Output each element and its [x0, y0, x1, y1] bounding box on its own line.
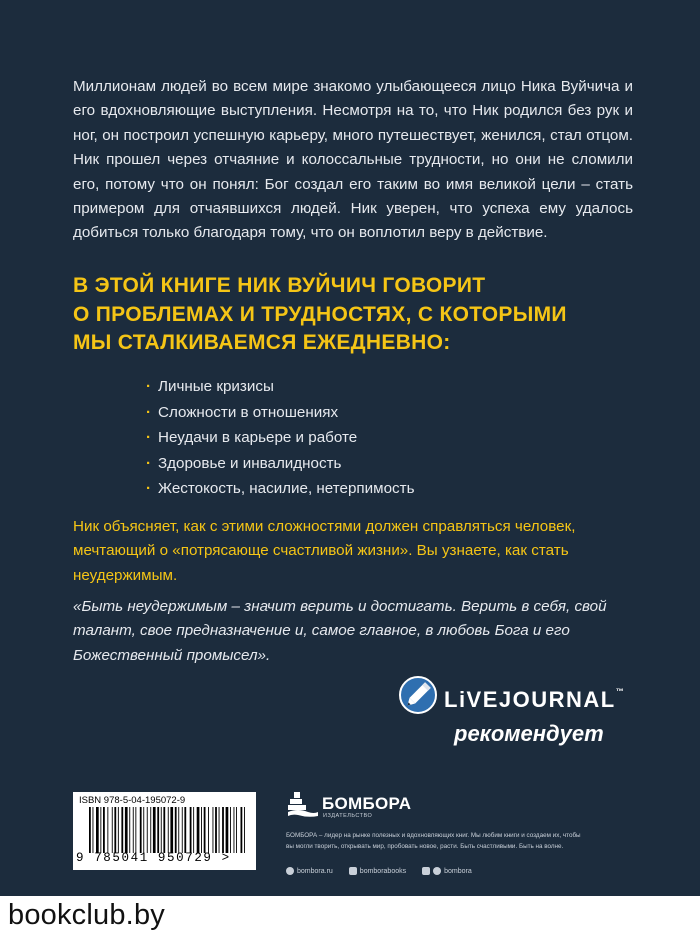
publisher-socials [286, 867, 472, 875]
barcode-bar [114, 807, 116, 853]
quote-paragraph: «Быть неудержимым – значит верить и достигать. Верить в себя, свой талант, свое предназначение и, самое главное, в любовь Бога и его Божественный промысел». [73, 598, 607, 664]
barcode-bar [182, 807, 183, 853]
bullet-marker: · [146, 403, 152, 421]
barcode-bar [96, 807, 99, 853]
isbn-digits: 9 785041 950729 > [76, 851, 231, 865]
barcode-bar [175, 807, 177, 853]
list-item-text: Жестокость, насилие, нетерпимость [158, 480, 415, 498]
topics-list [146, 374, 414, 502]
barcode [87, 807, 247, 853]
publisher-description: БОМБОРА – лидер на рынке полезных и вдохновляющих книг. Мы любим книги и создаем их, чтобы вы могли творить, открывать мир, пробовать новое, расти. Быть счастливыми. Быть на волне. [286, 832, 581, 850]
social-video [422, 867, 472, 875]
bullet-marker: · [146, 480, 152, 498]
list-item [146, 400, 414, 426]
bullet-marker: · [146, 429, 152, 447]
list-item-text: Сложности в отношениях [158, 403, 339, 421]
barcode-bar [193, 807, 194, 853]
barcode-bar [215, 807, 217, 853]
barcode-bar [244, 807, 245, 853]
list-item-text: Здоровье и инвалидность [158, 454, 342, 472]
youtube-icon [422, 867, 430, 875]
barcode-bar [236, 807, 237, 853]
publisher-block [286, 790, 586, 890]
recommends-label: рекомендует [454, 721, 604, 746]
list-item [146, 476, 414, 502]
barcode-bar [118, 807, 119, 853]
livejournal-pencil-icon [398, 675, 438, 715]
publisher-subtitle: ИЗДАТЕЛЬСТВО [323, 813, 373, 819]
barcode-bar [143, 807, 144, 853]
social-label: bombora [444, 867, 472, 875]
barcode-bar [112, 807, 113, 853]
bullet-marker: · [146, 454, 152, 472]
barcode-bar [201, 807, 202, 853]
social-site [286, 867, 333, 875]
list-item [146, 451, 414, 477]
barcode-bar [161, 807, 162, 853]
livejournal-badge [398, 675, 634, 755]
barcode-bar [89, 807, 91, 853]
list-item-text: Неудачи в карьере и работе [158, 429, 358, 447]
intro-paragraph: Миллионам людей во всем мире знакомо улыбающееся лицо Ника Вуйчича и его вдохновляющие выступления. Несмотря на то, что Ник родился без рук и ног, он построил успешную карьеру, много путешествует, женился, стал отцом. Ник прошел через отчаяние и колоссальные трудности, но они не сломили его, потому что он понял: Бог создал его таким во имя великой цели – стать примером для отчаявшихся людей. Ник уверен, что успеха ему удалось добиться только благодаря тому, что он воплотил веру в действие. [73, 78, 633, 242]
isbn-barcode-block [73, 792, 256, 870]
isbn-label: ISBN 978-5-04-195072-9 [79, 795, 186, 806]
barcode-bar [125, 807, 128, 853]
barcode-bar [184, 807, 186, 853]
barcode-bar [168, 807, 169, 853]
social-label: bombora.ru [297, 867, 333, 875]
vk-icon [349, 867, 357, 875]
list-item-text: Личные кризисы [158, 378, 274, 395]
publisher-name: БОМБОРА [322, 794, 412, 813]
barcode-bar [222, 807, 224, 853]
barcode-bar [213, 807, 214, 853]
headline-line: О ПРОБЛЕМАХ И ТРУДНОСТЯХ, С КОТОРЫМИ [73, 302, 567, 326]
barcode-bar [150, 807, 151, 853]
barcode-bar [219, 807, 220, 853]
barcode-bar [135, 807, 136, 853]
barcode-bar [157, 807, 159, 853]
barcode-bar [163, 807, 165, 853]
social-vk [349, 867, 406, 875]
barcode-bar [100, 807, 101, 853]
headline [73, 272, 633, 358]
telegram-icon [433, 867, 441, 875]
barcode-bar [226, 807, 229, 853]
livejournal-name: LiVEJOURNAL [444, 687, 616, 712]
list-item [146, 425, 414, 451]
barcode-bar [147, 807, 148, 853]
globe-icon [286, 867, 294, 875]
barcode-bar [93, 807, 94, 853]
list-item [146, 374, 414, 400]
barcode-bar [190, 807, 192, 853]
social-label: bomborabooks [359, 867, 407, 875]
barcode-bar [140, 807, 142, 853]
barcode-bar [241, 807, 243, 853]
barcode-bar [208, 807, 209, 853]
barcode-bar [178, 807, 179, 853]
barcode-bar [107, 807, 108, 853]
barcode-bar [103, 807, 105, 853]
bombora-logo-icon [286, 790, 320, 820]
explain-paragraph: Ник объясняет, как с этими сложностями должен справляться человек, мечтающий о «потрясающе счастливой жизни». Вы узнаете, как стать неудержимым. [73, 518, 576, 584]
barcode-bar [121, 807, 123, 853]
barcode-bar [230, 807, 231, 853]
barcode-bar [133, 807, 134, 853]
trademark-mark: ™ [615, 687, 624, 696]
livejournal-logo-text [444, 687, 624, 713]
site-watermark: bookclub.by [8, 899, 165, 931]
barcode-bar [234, 807, 235, 853]
headline-line: МЫ СТАЛКИВАЕМСЯ ЕЖЕДНЕВНО: [73, 331, 451, 354]
barcode-bar [197, 807, 200, 853]
bullet-marker: · [146, 378, 152, 395]
barcode-bar [153, 807, 156, 853]
site-footer [0, 896, 700, 940]
barcode-bar [204, 807, 206, 853]
barcode-bar [129, 807, 130, 853]
headline-line: В ЭТОЙ КНИГЕ НИК ВУЙЧИЧ ГОВОРИТ [73, 274, 486, 297]
barcode-bar [170, 807, 173, 853]
